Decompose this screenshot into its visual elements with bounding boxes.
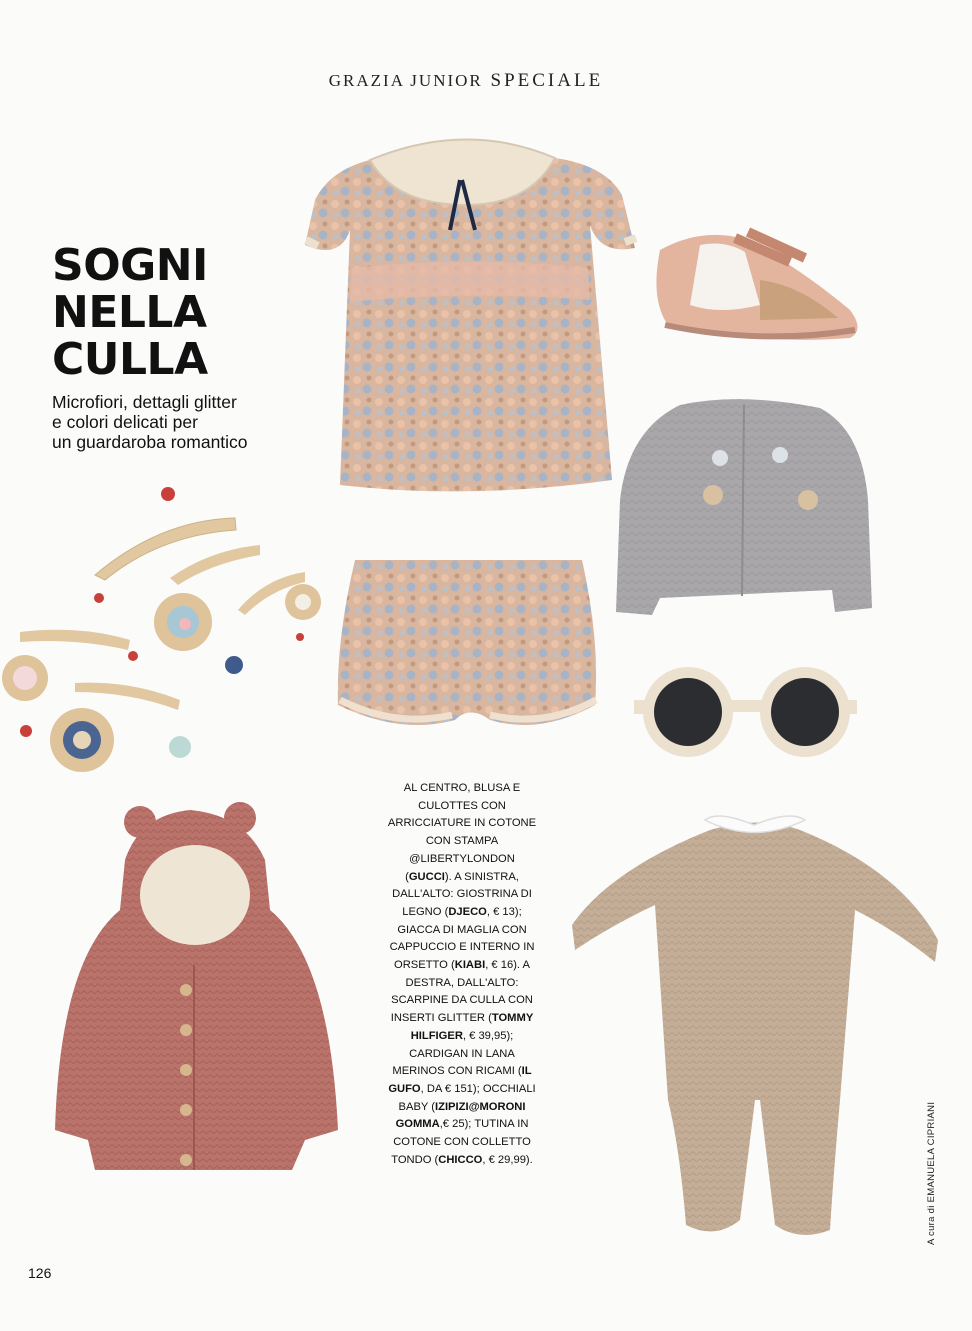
subtitle-line: un guardaroba romantico — [52, 432, 248, 452]
sunglasses — [634, 667, 857, 757]
brand-name: GUCCI — [408, 870, 445, 883]
brand-name: TOMMY HILFIGER — [410, 1012, 534, 1042]
page-number: 126 — [28, 1265, 52, 1281]
title-line: NELLA — [52, 287, 207, 338]
title-line: SOGNI — [52, 240, 208, 291]
caption-text: , DA € 151); OCCHIALI BABY ( — [398, 1082, 536, 1113]
beige-romper — [572, 816, 938, 1235]
title-line: CULLA — [52, 334, 208, 385]
brand-name: IL GUFO — [388, 1065, 532, 1095]
wooden-mobile — [2, 487, 321, 772]
caption-text: , € 13); GIACCA DI MAGLIA CON CAPPUCCIO E INTERNO IN ORSETTO ( — [389, 905, 535, 972]
product-caption — [386, 780, 538, 1169]
editor-credit: A cura di EMANUELA CIPRIANI — [926, 1101, 937, 1245]
caption-text: ,€ 25); TUTINA IN COTONE CON COLLETTO TONDO ( — [391, 1118, 531, 1166]
caption-text: ). A SINISTRA, DALL'ALTO: GIOSTRINA DI LEGNO ( — [392, 870, 532, 918]
caption-text: , € 39,95); CARDIGAN IN LANA MERINOS CON RICAMI ( — [392, 1029, 522, 1078]
masthead-section: SPECIALE — [490, 70, 604, 91]
subtitle-line: e colori delicati per — [52, 412, 198, 432]
caption-text: , € 29,99). — [482, 1153, 533, 1166]
brand-name: DJECO — [448, 905, 487, 918]
caption-text: AL CENTRO, BLUSA E CULOTTES CON ARRICCIATURE IN COTONE CON STAMPA @LIBERTYLONDON ( — [387, 782, 537, 883]
baby-shoe — [656, 232, 857, 340]
brand-name: KIABI — [454, 959, 486, 972]
brand-name: IZIPIZI@MORONI GOMMA — [395, 1100, 526, 1131]
grey-cardigan — [616, 399, 872, 615]
caption-text: , € 16). A DESTRA, DALL'ALTO: SCARPINE DA CULLA CON INSERTI GLITTER ( — [390, 959, 533, 1025]
rose-knit-jacket — [55, 802, 338, 1170]
floral-bloomers — [338, 560, 596, 725]
masthead-brand: GRAZIA JUNIOR — [328, 71, 483, 90]
brand-name: CHICCO — [438, 1153, 483, 1166]
floral-dress — [305, 139, 636, 491]
subtitle-line: Microfiori, dettagli glitter — [52, 392, 237, 412]
